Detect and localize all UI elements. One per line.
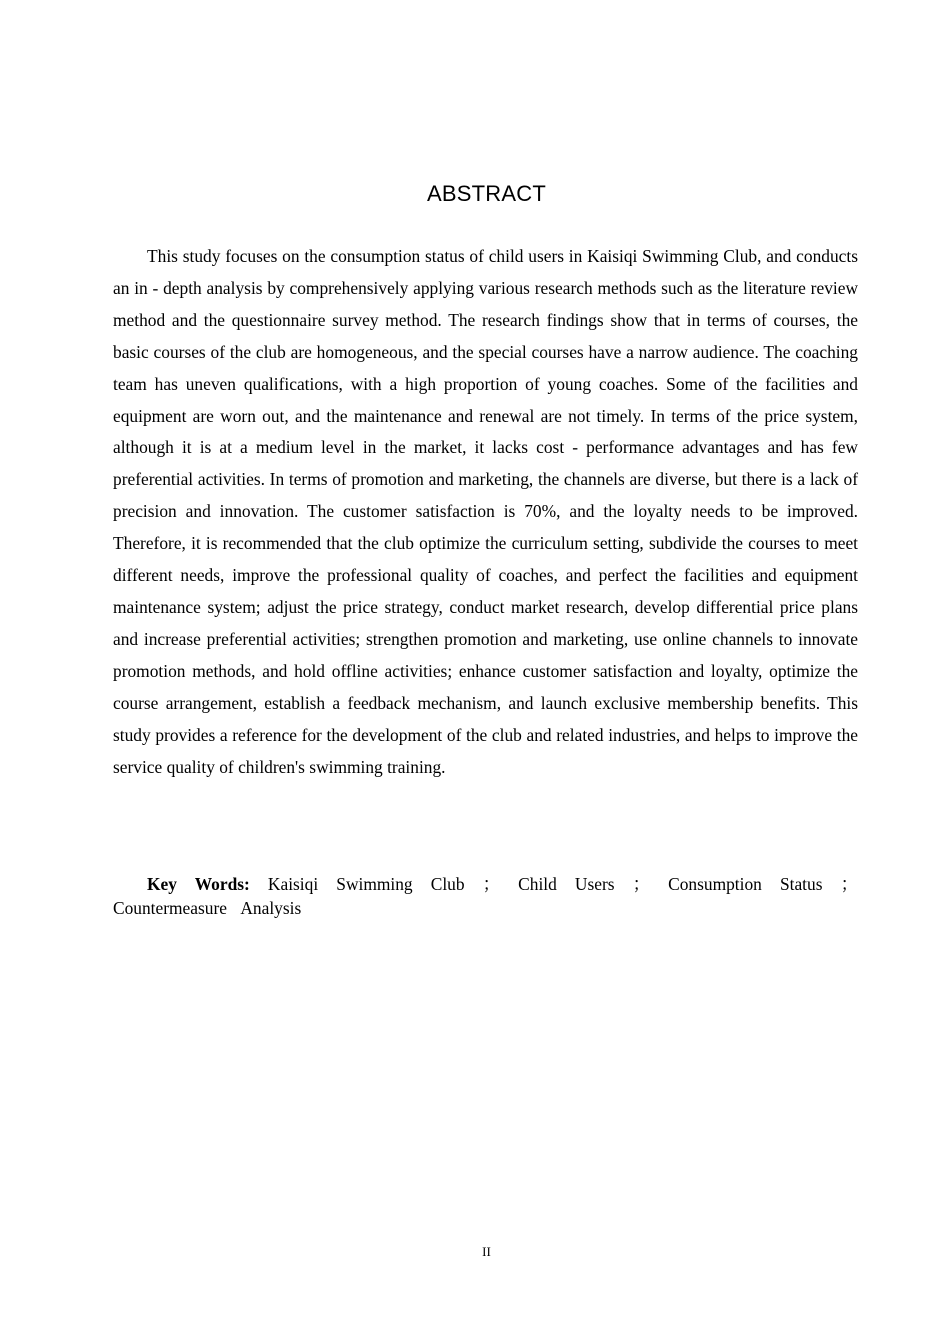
keywords-label: Key Words: xyxy=(147,874,250,894)
abstract-body: This study focuses on the consumption status of child users in Kaisiqi Swimming Club, and conducts an in - depth analysis by comprehensively applying various research methods such as the literature review method and the questionnaire survey method. The research findings show that in terms of courses, the basic courses of the club are homogeneous, and the special courses have a narrow audience. The coaching team has uneven qualifications, with a high proportion of young coaches. Some of the facilities and equipment are worn out, and the maintenance and renewal are not timely. In terms of the price system, although it is at a medium level in the market, it lacks cost - performance advantages and has few preferential activities. In terms of promotion and marketing, the channels are diverse, but there is a lack of precision and innovation. The customer satisfaction is 70%, and the loyalty needs to be improved. Therefore, it is recommended that the club optimize the curriculum setting, subdivide the courses to meet different needs, improve the professional quality of coaches, and perfect the facilities and equipment maintenance system; adjust the price strategy, conduct market research, develop differential price plans and increase preferential activities; strengthen promotion and marketing, use online channels to innovate promotion methods, and hold offline activities; enhance customer satisfaction and loyalty, optimize the course arrangement, establish a feedback mechanism, and launch exclusive membership benefits. This study provides a reference for the development of the club and related industries, and helps to improve the service quality of children's swimming training. xyxy=(113,246,858,777)
keywords-text: Kaisiqi Swimming Club ； Child Users ； Consumption Status ； Countermeasure Analysis xyxy=(113,874,858,918)
abstract-title: ABSTRACT xyxy=(427,181,546,206)
page-number: II xyxy=(482,1244,491,1259)
keywords-paragraph xyxy=(113,872,858,920)
